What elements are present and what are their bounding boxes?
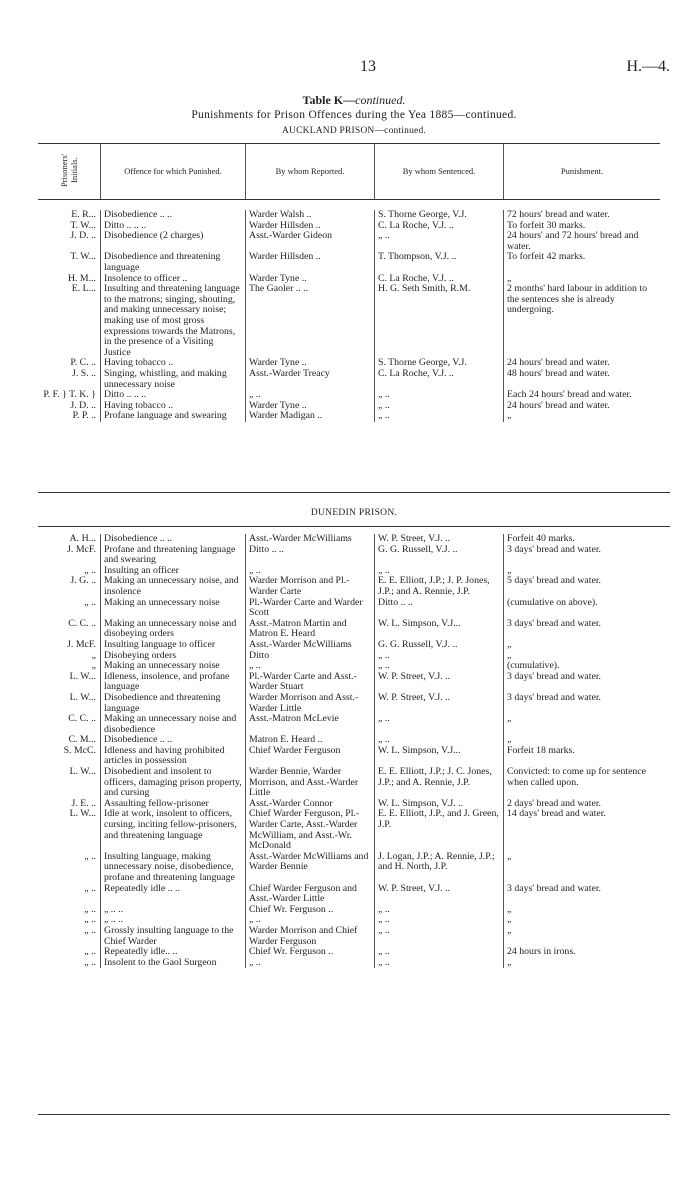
sentenced-cell: „ .. <box>375 390 504 401</box>
table-title: Table K—continued. <box>302 93 406 107</box>
punishment-cell: 3 days' bread and water. <box>504 884 661 905</box>
sentenced-cell: E. E. Elliott, J.P., and J. Green, J.P. <box>375 809 504 851</box>
sentenced-cell: H. G. Seth Smith, R.M. <box>375 284 504 358</box>
sentenced-cell: „ .. <box>375 926 504 947</box>
sentenced-cell: C. La Roche, V.J. .. <box>375 221 504 232</box>
table-row <box>38 958 660 969</box>
punishment-cell: Forfeit 18 marks. <box>504 746 661 767</box>
reported-cell: Ditto .. .. <box>246 545 375 566</box>
offence-cell: Making an unnecessary noise, and insolence <box>101 576 246 597</box>
punishment-cell: „ <box>504 926 661 947</box>
prison-heading-dunedin: DUNEDIN PRISON. <box>310 508 398 518</box>
initials-cell: „ .. <box>84 924 96 936</box>
initials-cell: „ .. <box>84 882 96 894</box>
table-row <box>38 576 660 597</box>
initials-cell: „ .. <box>84 564 96 576</box>
auckland-table <box>38 210 660 422</box>
header-punishment: Punishment. <box>504 144 661 200</box>
offence-cell: Assaulting fellow-prisoner <box>101 799 246 810</box>
offence-cell: Singing, whistling, and making unnecessary noise <box>101 369 246 390</box>
header-sentenced: By whom Sentenced. <box>375 144 504 200</box>
table-row <box>38 210 660 221</box>
table-row <box>38 905 660 916</box>
initials-cell: „ <box>91 649 96 661</box>
reported-cell: Asst.-Warder McWilliams <box>246 640 375 651</box>
offence-cell: Idleness, insolence, and profane language <box>101 672 246 693</box>
sentenced-cell: W. P. Street, V.J. .. <box>375 884 504 905</box>
sentenced-cell: „ .. <box>375 566 504 577</box>
offence-cell: Disobedience .. .. <box>101 735 246 746</box>
table-row <box>38 619 660 640</box>
punishment-cell: „ <box>504 905 661 916</box>
column-header-row <box>38 143 660 200</box>
punishment-cell: „ <box>504 958 661 969</box>
sentenced-cell: E. E. Elliott, J.P.; J. C. Jones, J.P.; and A. Rennie, J.P. <box>375 767 504 799</box>
reported-cell: Warder Morrison and Chief Warder Ferguson <box>246 926 375 947</box>
reported-cell: Chief Wr. Ferguson .. <box>246 905 375 916</box>
reported-cell: Warder Tyne .. <box>246 401 375 412</box>
sentenced-cell: S. Thorne George, V.J. <box>375 358 504 369</box>
sentenced-cell: „ .. <box>375 735 504 746</box>
punishment-cell: 3 days' bread and water. <box>504 619 661 640</box>
reported-cell: Chief Warder Ferguson and Asst.-Warder Little <box>246 884 375 905</box>
header-offence: Offence for which Punished. <box>101 144 246 200</box>
initials-cell: J. McF. <box>67 638 96 650</box>
punishment-cell: To forfeit 30 marks. <box>504 221 661 232</box>
offence-cell: Repeatedly idle.. .. <box>101 947 246 958</box>
punishment-cell: 24 hours' bread and water. <box>504 358 661 369</box>
initials-cell: L. W... <box>69 691 96 703</box>
offence-cell: Disobedience (2 charges) <box>101 231 246 252</box>
punishment-cell: (cumulative on above). <box>504 598 661 619</box>
punishment-cell: (cumulative). <box>504 661 661 672</box>
table-row <box>38 640 660 651</box>
sentenced-cell: „ .. <box>375 958 504 969</box>
reported-cell: Chief Warder Ferguson, Pl.-Warder Carte, Asst.-Warder McWilliam, and Asst.-Wr. McDonald <box>246 809 375 851</box>
initials-cell: „ <box>91 660 96 672</box>
offence-cell: „ .. .. <box>101 915 246 926</box>
initials-cell: J. G. .. <box>70 575 96 587</box>
reported-cell: Warder Walsh .. <box>246 210 375 221</box>
offence-cell: Making an unnecessary noise <box>101 598 246 619</box>
offence-cell: Ditto .. .. .. <box>101 221 246 232</box>
reported-cell: Asst.-Matron Martin and Matron E. Heard <box>246 619 375 640</box>
paper-code: H.—4. <box>626 58 670 75</box>
reported-cell: Asst.-Matron McLevie <box>246 714 375 735</box>
initials-cell: C. C. .. <box>68 617 96 629</box>
sentenced-cell: „ .. <box>375 915 504 926</box>
sentenced-cell: G. G. Russell, V.J. .. <box>375 545 504 566</box>
initials-cell: „ .. <box>84 596 96 608</box>
sentenced-cell: E. E. Elliott, J.P.; J. P. Jones, J.P.; and A. Rennie, J.P. <box>375 576 504 597</box>
reported-cell: Asst.-Warder McWilliams <box>246 534 375 545</box>
sentenced-cell: „ .. <box>375 714 504 735</box>
reported-cell: „ .. <box>246 390 375 401</box>
punishment-cell: „ <box>504 714 661 735</box>
offence-cell: Ditto .. .. .. <box>101 390 246 401</box>
table-row <box>38 545 660 566</box>
sentenced-cell: S. Thorne George, V.J. <box>375 210 504 221</box>
table-row <box>38 714 660 735</box>
initials-cell: J. E. .. <box>71 797 96 809</box>
punishment-cell: „ <box>504 411 661 422</box>
table-row <box>38 231 660 252</box>
sentenced-cell: W. L. Simpson, V.J. .. <box>375 799 504 810</box>
punishment-cell: 5 days' bread and water. <box>504 576 661 597</box>
header-initials: Prisoners' Initials. <box>38 144 101 200</box>
dunedin-table <box>38 534 660 968</box>
reported-cell: Warder Hillsden .. <box>246 252 375 273</box>
punishment-cell: 2 months' hard labour in addition to the sentences she is already undergoing. <box>504 284 661 358</box>
punishment-cell: „ <box>504 274 661 285</box>
punishment-cell: 3 days' bread and water. <box>504 693 661 714</box>
table-row <box>38 284 660 358</box>
offence-cell: Profane language and swearing <box>101 411 246 422</box>
reported-cell: Asst.-Warder Connor <box>246 799 375 810</box>
reported-cell: Warder Bennie, Warder Morrison, and Asst.-Warder Little <box>246 767 375 799</box>
offence-cell: Making an unnecessary noise and disobeying orders <box>101 619 246 640</box>
punishment-cell: 2 days' bread and water. <box>504 799 661 810</box>
reported-cell: Chief Warder Ferguson <box>246 746 375 767</box>
initials-cell: „ .. <box>84 946 96 958</box>
sentenced-cell: G. G. Russell, V.J. .. <box>375 640 504 651</box>
offence-cell: Making an unnecessary noise and disobedience <box>101 714 246 735</box>
offence-cell: Disobedience and threatening language <box>101 693 246 714</box>
sentenced-cell: J. Logan, J.P.; A. Rennie, J.P.; and H. North, J.P. <box>375 852 504 884</box>
initials-cell: „ .. <box>84 914 96 926</box>
table-row <box>38 884 660 905</box>
reported-cell: „ .. <box>246 661 375 672</box>
offence-cell: Disobedience .. .. <box>101 210 246 221</box>
punishment-cell: 3 days' bread and water. <box>504 672 661 693</box>
initials-cell: L. W... <box>69 766 96 778</box>
offence-cell: Disobedient and insolent to officers, damaging prison property, and cursing <box>101 767 246 799</box>
sentenced-cell: T. Thompson, V.J. .. <box>375 252 504 273</box>
punishment-cell: 24 hours' and 72 hours' bread and water. <box>504 231 661 252</box>
initials-cell: E. L... <box>71 283 96 295</box>
reported-cell: „ .. <box>246 566 375 577</box>
offence-cell: Making an unnecessary noise <box>101 661 246 672</box>
initials-cell: C. C. .. <box>68 713 96 725</box>
table-row <box>38 369 660 390</box>
initials-cell: H. M... <box>67 272 96 284</box>
punishment-cell: „ <box>504 735 661 746</box>
punishment-cell: Forfeit 40 marks. <box>504 534 661 545</box>
sentenced-cell: W. P. Street, V.J. .. <box>375 693 504 714</box>
sentenced-cell: „ .. <box>375 401 504 412</box>
offence-cell: Idleness and having prohibited articles in possession <box>101 746 246 767</box>
header-reported: By whom Reported. <box>246 144 375 200</box>
sentenced-cell: C. La Roche, V.J. .. <box>375 369 504 390</box>
reported-cell: Warder Tyne .. <box>246 274 375 285</box>
table-bottom-rule <box>38 1114 670 1115</box>
reported-cell: Warder Morrison and Pl.-Warder Carte <box>246 576 375 597</box>
sentenced-cell: C. La Roche, V.J. .. <box>375 274 504 285</box>
table-row <box>38 534 660 545</box>
reported-cell: The Gaoler .. .. <box>246 284 375 358</box>
initials-cell: C. M... <box>68 734 96 746</box>
page-number: 13 <box>360 58 376 75</box>
offence-cell: Insolence to officer .. <box>101 274 246 285</box>
initials-cell: P. F. } T. K. } <box>43 389 96 401</box>
initials-cell: P. C. .. <box>70 357 96 369</box>
initials-cell: J. D. .. <box>70 230 96 242</box>
punishment-cell: 24 hours' bread and water. <box>504 401 661 412</box>
offence-cell: Disobedience and threatening language <box>101 252 246 273</box>
initials-cell: J. S. .. <box>72 367 96 379</box>
table-row <box>38 809 660 851</box>
table-row <box>38 746 660 767</box>
punishment-cell: „ <box>504 915 661 926</box>
section-divider <box>38 492 670 493</box>
reported-cell: „ .. <box>246 915 375 926</box>
initials-cell: A. H... <box>69 533 96 544</box>
sentenced-cell: „ .. <box>375 231 504 252</box>
offence-cell: Disobedience .. .. <box>101 534 246 545</box>
table-row <box>38 672 660 693</box>
section-divider <box>38 526 670 527</box>
offence-cell: Insolent to the Gaol Surgeon <box>101 958 246 969</box>
punishment-cell: „ <box>504 852 661 884</box>
table-row <box>38 767 660 799</box>
reported-cell: Warder Hillsden .. <box>246 221 375 232</box>
reported-cell: Ditto <box>246 651 375 662</box>
offence-cell: Having tobacco .. <box>101 401 246 412</box>
table-row <box>38 252 660 273</box>
punishment-cell: To forfeit 42 marks. <box>504 252 661 273</box>
initials-cell: L. W... <box>69 808 96 820</box>
sentenced-cell: „ .. <box>375 947 504 958</box>
offence-cell: Insulting language, making unnecessary noise, disobedience, profane and threatening language <box>101 852 246 884</box>
sentenced-cell: W. L. Simpson, V.J... <box>375 619 504 640</box>
initials-cell: T. W... <box>70 251 96 263</box>
sentenced-cell: „ .. <box>375 651 504 662</box>
offence-cell: Grossly insulting language to the Chief Warder <box>101 926 246 947</box>
offence-cell: Insulting an officer <box>101 566 246 577</box>
reported-cell: Warder Madigan .. <box>246 411 375 422</box>
punishment-cell: 14 days' bread and water. <box>504 809 661 851</box>
sentenced-cell: Ditto .. .. <box>375 598 504 619</box>
punishment-cell: 3 days' bread and water. <box>504 545 661 566</box>
reported-cell: Warder Tyne .. <box>246 358 375 369</box>
offence-cell: Insulting language to officer <box>101 640 246 651</box>
table-row <box>38 598 660 619</box>
table-subtitle: Punishments for Prison Offences during the Yea 1885—continued. <box>191 109 517 121</box>
reported-cell: Matron E. Heard .. <box>246 735 375 746</box>
sentenced-cell: W. P. Street, V.J. .. <box>375 534 504 545</box>
sentenced-cell: „ .. <box>375 905 504 916</box>
offence-cell: Disobeying orders <box>101 651 246 662</box>
offence-cell: „ .. .. <box>101 905 246 916</box>
punishment-cell: Each 24 hours' bread and water. <box>504 390 661 401</box>
reported-cell: Pl.-Warder Carte and Asst.-Warder Stuart <box>246 672 375 693</box>
initials-cell: L. W... <box>69 670 96 682</box>
reported-cell: Chief Wr. Ferguson .. <box>246 947 375 958</box>
sentenced-cell: W. L. Simpson, V.J... <box>375 746 504 767</box>
initials-cell: „ .. <box>84 850 96 862</box>
sentenced-cell: W. P. Street, V.J. .. <box>375 672 504 693</box>
punishment-cell: „ <box>504 640 661 651</box>
table-row <box>38 693 660 714</box>
reported-cell: Asst.-Warder McWilliams and Warder Bennie <box>246 852 375 884</box>
punishment-cell: 48 hours' bread and water. <box>504 369 661 390</box>
initials-cell: P. P. .. <box>72 410 96 422</box>
reported-cell: Asst.-Warder Treacy <box>246 369 375 390</box>
offence-cell: Insulting and threatening language to the matrons; singing, shouting, and making unnecessary noise; making use of most gross expressions towards the Matrons, in the presence of a Visiting Justice <box>101 284 246 358</box>
initials-cell: „ .. <box>84 956 96 968</box>
offence-cell: Profane and threatening language and swearing <box>101 545 246 566</box>
punishment-cell: Convicted: to come up for sentence when called upon. <box>504 767 661 799</box>
reported-cell: „ .. <box>246 958 375 969</box>
table-row <box>38 852 660 884</box>
offence-cell: Having tobacco .. <box>101 358 246 369</box>
sentenced-cell: „ .. <box>375 661 504 672</box>
initials-cell: S. McC. <box>63 744 96 756</box>
table-row <box>38 411 660 422</box>
punishment-cell: 24 hours in irons. <box>504 947 661 958</box>
initials-cell: „ .. <box>84 903 96 915</box>
punishment-cell: 72 hours' bread and water. <box>504 210 661 221</box>
punishment-cell: „ <box>504 651 661 662</box>
reported-cell: Warder Morrison and Asst.-Warder Little <box>246 693 375 714</box>
prison-heading-auckland: AUCKLAND PRISON—continued. <box>281 126 426 136</box>
reported-cell: Pl.-Warder Carte and Warder Scott <box>246 598 375 619</box>
sentenced-cell: „ .. <box>375 411 504 422</box>
initials-cell: T. W... <box>70 219 96 231</box>
offence-cell: Repeatedly idle .. .. <box>101 884 246 905</box>
reported-cell: Asst.-Warder Gideon <box>246 231 375 252</box>
initials-cell: J. D. .. <box>70 399 96 411</box>
initials-cell: J. McF. <box>67 543 96 555</box>
initials-cell: E. R... <box>71 209 96 220</box>
offence-cell: Idle at work, insolent to officers, cursing, inciting fellow-prisoners, and threatening language <box>101 809 246 851</box>
table-row <box>38 926 660 947</box>
punishment-cell: „ <box>504 566 661 577</box>
